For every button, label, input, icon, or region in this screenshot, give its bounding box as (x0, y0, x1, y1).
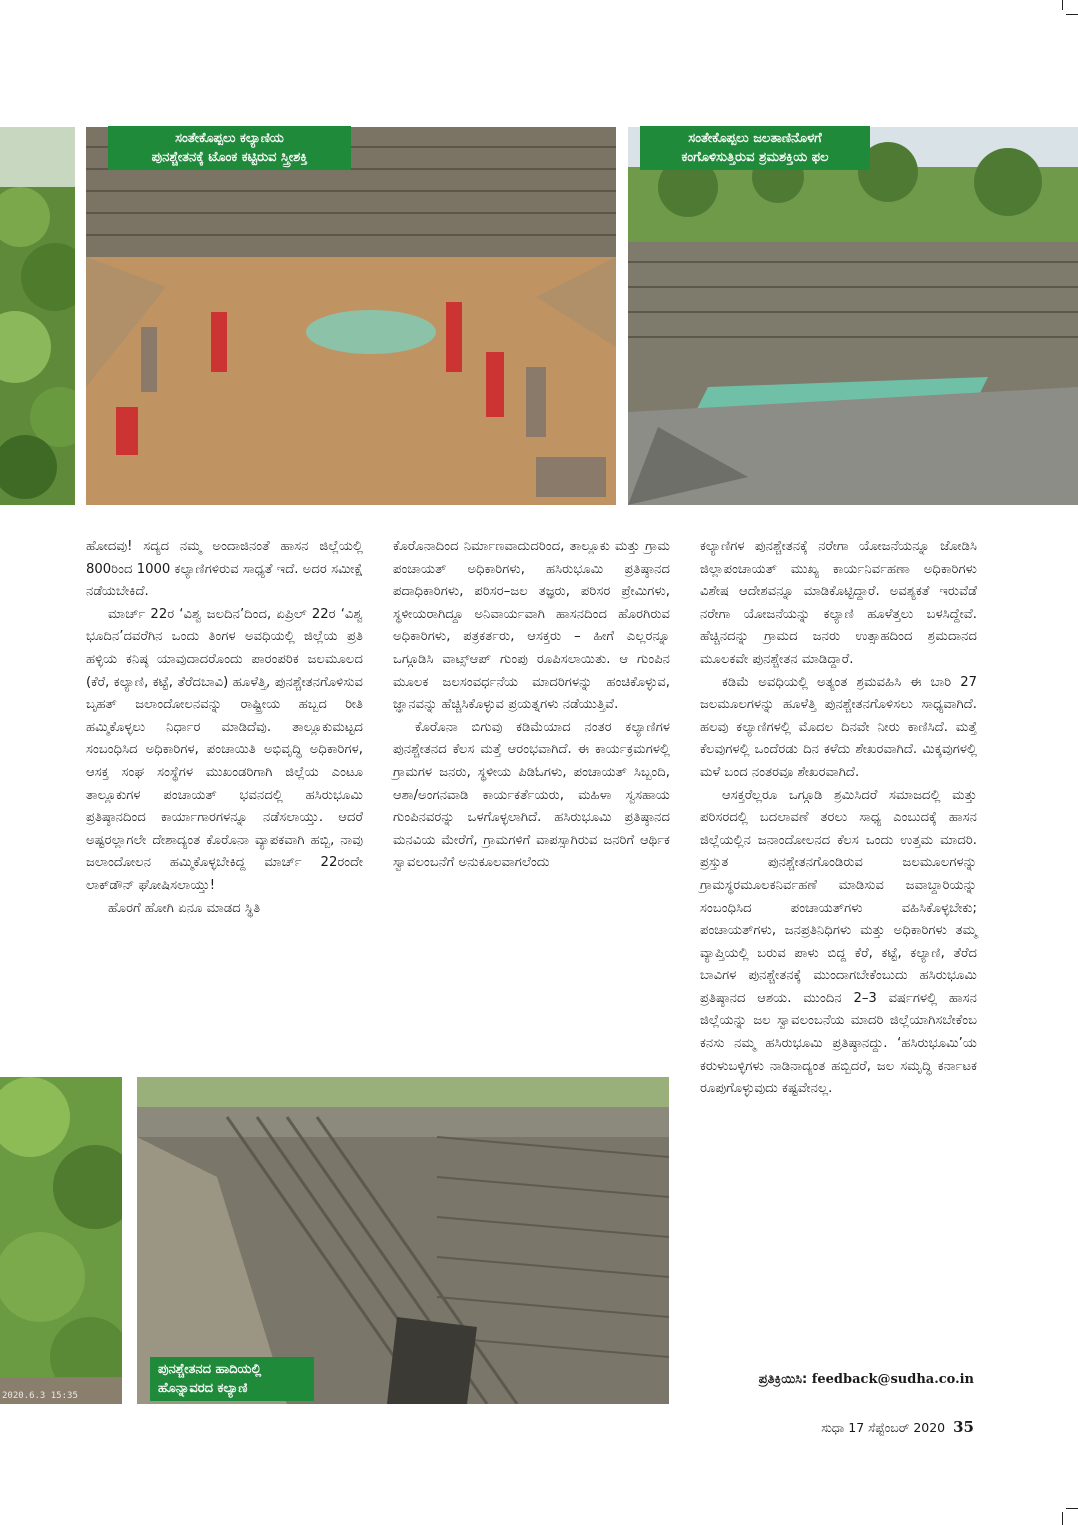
feedback-line (759, 1372, 974, 1387)
foliage-photo-strip-top (0, 127, 75, 505)
honnavara-kalyani-photo (137, 1077, 669, 1404)
caption-line: ಸಂತೇಕೊಪ್ಪಲು ಜಲತಾಣಿನೊಳಗೆ (688, 131, 822, 146)
crop-mark (1062, 0, 1063, 10)
paragraph: ಹೋದವು! ಸದ್ಯದ ನಮ್ಮ ಅಂದಾಜಿನಂತೆ ಹಾಸನ ಜಿಲ್ಲೆಯಲ್ಲಿ 800ರಿಂದ 1000 ಕಲ್ಯಾಣಿಗಳಿರುವ ಸಾಧ್ಯತೆ ಇದೆ. ಅದರ ಸಮೀಕ್ಷೆ ನಡೆಯಬೇಕಿದೆ. (86, 539, 363, 600)
photo-caption-1 (108, 126, 351, 170)
feedback-label: ಪ್ರತಿಕ್ರಿಯಿಸಿ: (758, 1372, 808, 1387)
photo-caption-3 (150, 1357, 314, 1401)
crop-mark (1066, 14, 1078, 15)
page-number: 35 (953, 1418, 974, 1436)
paragraph: ಕೊರೊನಾದಿಂದ ನಿರ್ಮಾಣವಾದುದರಿಂದ, ತಾಲ್ಲೂಕು ಮತ್ತು ಗ್ರಾಮ ಪಂಚಾಯತ್ ಅಧಿಕಾರಿಗಳು, ಹಸಿರುಭೂಮಿ ಪ್ರತಿಷ್ಠಾನದ ಪದಾಧಿಕಾರಿಗಳು, ಪರಿಸರ–ಜಲ ತಜ್ಞರು, ಪರಿಸರ ಪ್ರೇಮಿಗಳು, ಸ್ಥಳೀಯರಾಗಿದ್ದೂ ಅನಿವಾರ್ಯವಾಗಿ ಹಾಸನದಿಂದ ಹೊರಗಿರುವ ಅಧಿಕಾರಿಗಳು, ಪತ್ರಕರ್ತರು, ಆಸಕ್ತರು – ಹೀಗೆ ಎಲ್ಲರನ್ನೂ ಒಗ್ಗೂಡಿಸಿ ವಾಟ್ಸ್‌ಆಪ್ ಗುಂಪು ರೂಪಿಸಲಾಯಿತು. ಆ ಗುಂಪಿನ ಮೂಲಕ ಜಲಸಂವರ್ಧನೆಯ ಮಾದರಿಗಳನ್ನು ಹಂಚಿಕೊಳ್ಳುವ, ಜ್ಞಾನವನ್ನು ಹೆಚ್ಚಿಸಿಕೊಳ್ಳುವ ಪ್ರಯತ್ನಗಳು ನಡೆಯುತ್ತಿವೆ. (393, 539, 670, 713)
photo-timestamp: 2020.6.3 15:35 (2, 1391, 78, 1401)
article-column-2 (393, 536, 670, 875)
photo-caption-2 (640, 126, 870, 170)
caption-line: ಸಂತೇಕೊಪ್ಪಲು ಕಲ್ಯಾಣಿಯ (175, 131, 284, 146)
folio-text: ಸುಧಾ 17 ಸೆಪ್ಟೆಂಬರ್ 2020 (821, 1420, 946, 1435)
paragraph: ಕಡಿಮೆ ಅವಧಿಯಲ್ಲಿ ಅತ್ಯಂತ ಶ್ರಮವಹಿಸಿ ಈ ಬಾರಿ 27 ಜಲಮೂಲಗಳನ್ನು ಹೂಳೆತ್ತಿ ಪುನಶ್ಚೇತನಗೊಳಿಸಲು ಸಾಧ್ಯವಾಗಿದೆ. ಹಲವು ಕಲ್ಯಾಣಿಗಳಲ್ಲಿ ಮೊದಲ ದಿನವೇ ನೀರು ಕಾಣಿಸಿದೆ. ಮತ್ತೆ ಕೆಲವುಗಳಲ್ಲಿ ಒಂದೆರಡು ದಿನ ಕಳೆದು ಶೇಖರವಾಗಿದೆ. ಮಿಕ್ಕವುಗಳಲ್ಲಿ ಮಳೆ ಬಂದ ನಂತರವೂ ಶೇಖರವಾಗಿದೆ. (700, 674, 977, 780)
women-clearing-kalyani-photo (86, 127, 616, 505)
article-column-3 (700, 536, 977, 1101)
restored-kalyani-photo (628, 127, 1078, 505)
caption-line: ಹೊನ್ನಾವರದ ಕಲ್ಯಾಣಿ (158, 1381, 248, 1396)
caption-line: ಪುನಶ್ಚೇತನದ ಹಾದಿಯಲ್ಲಿ (158, 1362, 262, 1377)
foliage-photo-strip-bottom (0, 1077, 122, 1404)
crop-mark (1062, 1512, 1063, 1525)
paragraph: ಮಾರ್ಚ್ 22ರ ‘ವಿಶ್ವ ಜಲದಿನ’ದಿಂದ, ಏಪ್ರಿಲ್ 22ರ ‘ವಿಶ್ವ ಭೂದಿನ’ದವರೆಗಿನ ಒಂದು ತಿಂಗಳ ಅವಧಿಯಲ್ಲಿ ಜಿಲ್ಲೆಯ ಪ್ರತಿ ಹಳ್ಳಿಯ ಕನಿಷ್ಠ ಯಾವುದಾದರೊಂದು ಪಾರಂಪರಿಕ ಜಲಮೂಲದ (ಕೆರೆ, ಕಲ್ಯಾಣಿ, ಕಟ್ಟೆ, ತೆರೆದಬಾವಿ) ಹೂಳೆತ್ತಿ, ಪುನಶ್ಚೇತನಗೊಳಿಸುವ ಬೃಹತ್ ಜಲಾಂದೋಲನವನ್ನು ರಾಷ್ಟ್ರೀಯ ಹಬ್ಬದ ರೀತಿ ಹಮ್ಮಿಕೊಳ್ಳಲು ನಿರ್ಧಾರ ಮಾಡಿದೆವು. ತಾಲ್ಲೂಕುಮಟ್ಟದ ಸಂಬಂಧಿಸಿದ ಅಧಿಕಾರಿಗಳ, ಪಂಚಾಯಿತಿ ಅಭಿವೃದ್ಧಿ ಅಧಿಕಾರಿಗಳ, ಆಸಕ್ತ ಸಂಘ ಸಂಸ್ಥೆಗಳ ಮುಖಂಡರಿಗಾಗಿ ಜಿಲ್ಲೆಯ ಎಂಟೂ ತಾಲ್ಲೂಕುಗಳ ಪಂಚಾಯತ್ ಭವನದಲ್ಲಿ ಹಸಿರುಭೂಮಿ ಪ್ರತಿಷ್ಠಾನದಿಂದ ಕಾರ್ಯಾಗಾರಗಳನ್ನೂ ನಡೆಸಲಾಯ್ತು. ಆದರೆ ಅಷ್ಟರಲ್ಲಾಗಲೇ ದೇಶಾದ್ಯಂತ ಕೊರೊನಾ ವ್ಯಾಪಕವಾಗಿ ಹಬ್ಬಿ, ನಾವು ಜಲಾಂದೋಲನ ಹಮ್ಮಿಕೊಳ್ಳಬೇಕಿದ್ದ ಮಾರ್ಚ್ 22ರಂದೇ ಲಾಕ್‌ಡೌನ್ ಘೋಷಿಸಲಾಯ್ತು! (86, 606, 363, 893)
paragraph: ಕೊರೊನಾ ಬಿಗುವು ಕಡಿಮೆಯಾದ ನಂತರ ಕಲ್ಯಾಣಿಗಳ ಪುನಶ್ಚೇತನದ ಕೆಲಸ ಮತ್ತೆ ಆರಂಭವಾಗಿದೆ. ಈ ಕಾರ್ಯಕ್ರಮಗಳಲ್ಲಿ ಗ್ರಾಮಗಳ ಜನರು, ಸ್ಥಳೀಯ ಪಿಡಿಓಗಳು, ಪಂಚಾಯತ್ ಸಿಬ್ಬಂದಿ, ಆಶಾ/ಅಂಗನವಾಡಿ ಕಾರ್ಯಕರ್ತೆಯರು, ಮಹಿಳಾ ಸ್ವಸಹಾಯ ಗುಂಪಿನವರನ್ನು ಒಳಗೊಳ್ಳಲಾಗಿದೆ. ಹಸಿರುಭೂಮಿ ಪ್ರತಿಷ್ಠಾನದ ಮನವಿಯ ಮೇರೆಗೆ, ಗ್ರಾಮಗಳಿಗೆ ವಾಪಸ್ಸಾಗಿರುವ ಜನರಿಗೆ ಆರ್ಥಿಕ ಸ್ವಾವಲಂಬನೆಗೆ ಅನುಕೂಲವಾಗಲೆಂದು (393, 719, 670, 871)
paragraph: ಕಲ್ಯಾಣಿಗಳ ಪುನಶ್ಚೇತನಕ್ಕೆ ನರೇಗಾ ಯೋಜನೆಯನ್ನೂ ಜೋಡಿಸಿ ಜಿಲ್ಲಾಪಂಚಾಯತ್ ಮುಖ್ಯ ಕಾರ್ಯನಿರ್ವಹಣಾ ಅಧಿಕಾರಿಗಳು ವಿಶೇಷ ಆದೇಶವನ್ನೂ ಮಾಡಿಕೊಟ್ಟಿದ್ದಾರೆ. ಅವಶ್ಯಕತೆ ಇರುವೆಡೆ ನರೇಗಾ ಯೋಜನೆಯನ್ನು ಕಲ್ಯಾಣಿ ಹೂಳೆತ್ತಲು ಬಳಸಿದ್ದೇವೆ. ಹೆಚ್ಚಿನದನ್ನು ಗ್ರಾಮದ ಜನರು ಉತ್ಸಾಹದಿಂದ ಶ್ರಮದಾನದ ಮೂಲಕವೇ ಪುನಶ್ಚೇತನ ಮಾಡಿದ್ದಾರೆ. (700, 539, 977, 667)
crop-mark (1066, 1508, 1078, 1509)
page-folio (821, 1418, 974, 1436)
article-column-1 (86, 536, 363, 920)
caption-line: ಪುನಶ್ಚೇತನಕ್ಕೆ ಟೊಂಕ ಕಟ್ಟಿರುವ ಸ್ತ್ರೀಶಕ್ತಿ (151, 150, 308, 165)
paragraph: ಹೊರಗೆ ಹೋಗಿ ಏನೂ ಮಾಡದ ಸ್ಥಿತಿ (108, 900, 261, 916)
paragraph: ಆಸಕ್ತರೆಲ್ಲರೂ ಒಗ್ಗೂಡಿ ಶ್ರಮಿಸಿದರೆ ಸಮಾಜದಲ್ಲಿ ಮತ್ತು ಪರಿಸರದಲ್ಲಿ ಬದಲಾವಣೆ ತರಲು ಸಾಧ್ಯ ಎಂಬುದಕ್ಕೆ ಹಾಸನ ಜಿಲ್ಲೆಯಲ್ಲಿನ ಜನಾಂದೋಲನದ ಕೆಲಸ ಒಂದು ಉತ್ತಮ ಮಾದರಿ. ಪ್ರಸ್ತುತ ಪುನಶ್ಚೇತನಗೊಂಡಿರುವ ಜಲಮೂಲಗಳನ್ನು ಗ್ರಾಮಸ್ಥರಮೂಲಕನಿರ್ವಹಣೆ ಮಾಡಿಸುವ ಜವಾಬ್ದಾರಿಯನ್ನು ಸಂಬಂಧಿಸಿದ ಪಂಚಾಯತ್‌ಗಳು ವಹಿಸಿಕೊಳ್ಳಬೇಕು; ಪಂಚಾಯತ್‌ಗಳು, ಜನಪ್ರತಿನಿಧಿಗಳು ಮತ್ತು ಅಧಿಕಾರಿಗಳು ತಮ್ಮ ವ್ಯಾಪ್ತಿಯಲ್ಲಿ ಬರುವ ಪಾಳು ಬಿದ್ದ ಕೆರೆ, ಕಟ್ಟೆ, ಕಲ್ಯಾಣಿ, ತೆರೆದ ಬಾವಿಗಳ ಪುನಶ್ಚೇತನಕ್ಕೆ ಮುಂದಾಗಬೇಕೆಂಬುದು ಹಸಿರುಭೂಮಿ ಪ್ರತಿಷ್ಠಾನದ ಆಶಯ. ಮುಂದಿನ 2–3 ವರ್ಷಗಳಲ್ಲಿ ಹಾಸನ ಜಿಲ್ಲೆಯನ್ನು ಜಲ ಸ್ವಾವಲಂಬನೆಯ ಮಾದರಿ ಜಿಲ್ಲೆಯಾಗಿಸಬೇಕೆಂಬ ಕನಸು ನಮ್ಮ ಹಸಿರುಭೂಮಿ ಪ್ರತಿಷ್ಠಾನದ್ದು. ‘ಹಸಿರುಭೂಮಿ’ಯ ಕರುಳುಬಳ್ಳಿಗಳು ನಾಡಿನಾದ್ಯಂತ ಹಬ್ಬಿದರೆ, ಜಲ ಸಮೃದ್ಧಿ ಕರ್ನಾಟಕ ರೂಪುಗೊಳ್ಳುವುದು ಕಷ್ಟವೇನಲ್ಲ. (700, 787, 977, 1097)
caption-line: ಕಂಗೊಳಿಸುತ್ತಿರುವ ಶ್ರಮಶಕ್ತಿಯ ಫಲ (681, 150, 829, 165)
feedback-email[interactable]: feedback@sudha.co.in (811, 1372, 974, 1387)
